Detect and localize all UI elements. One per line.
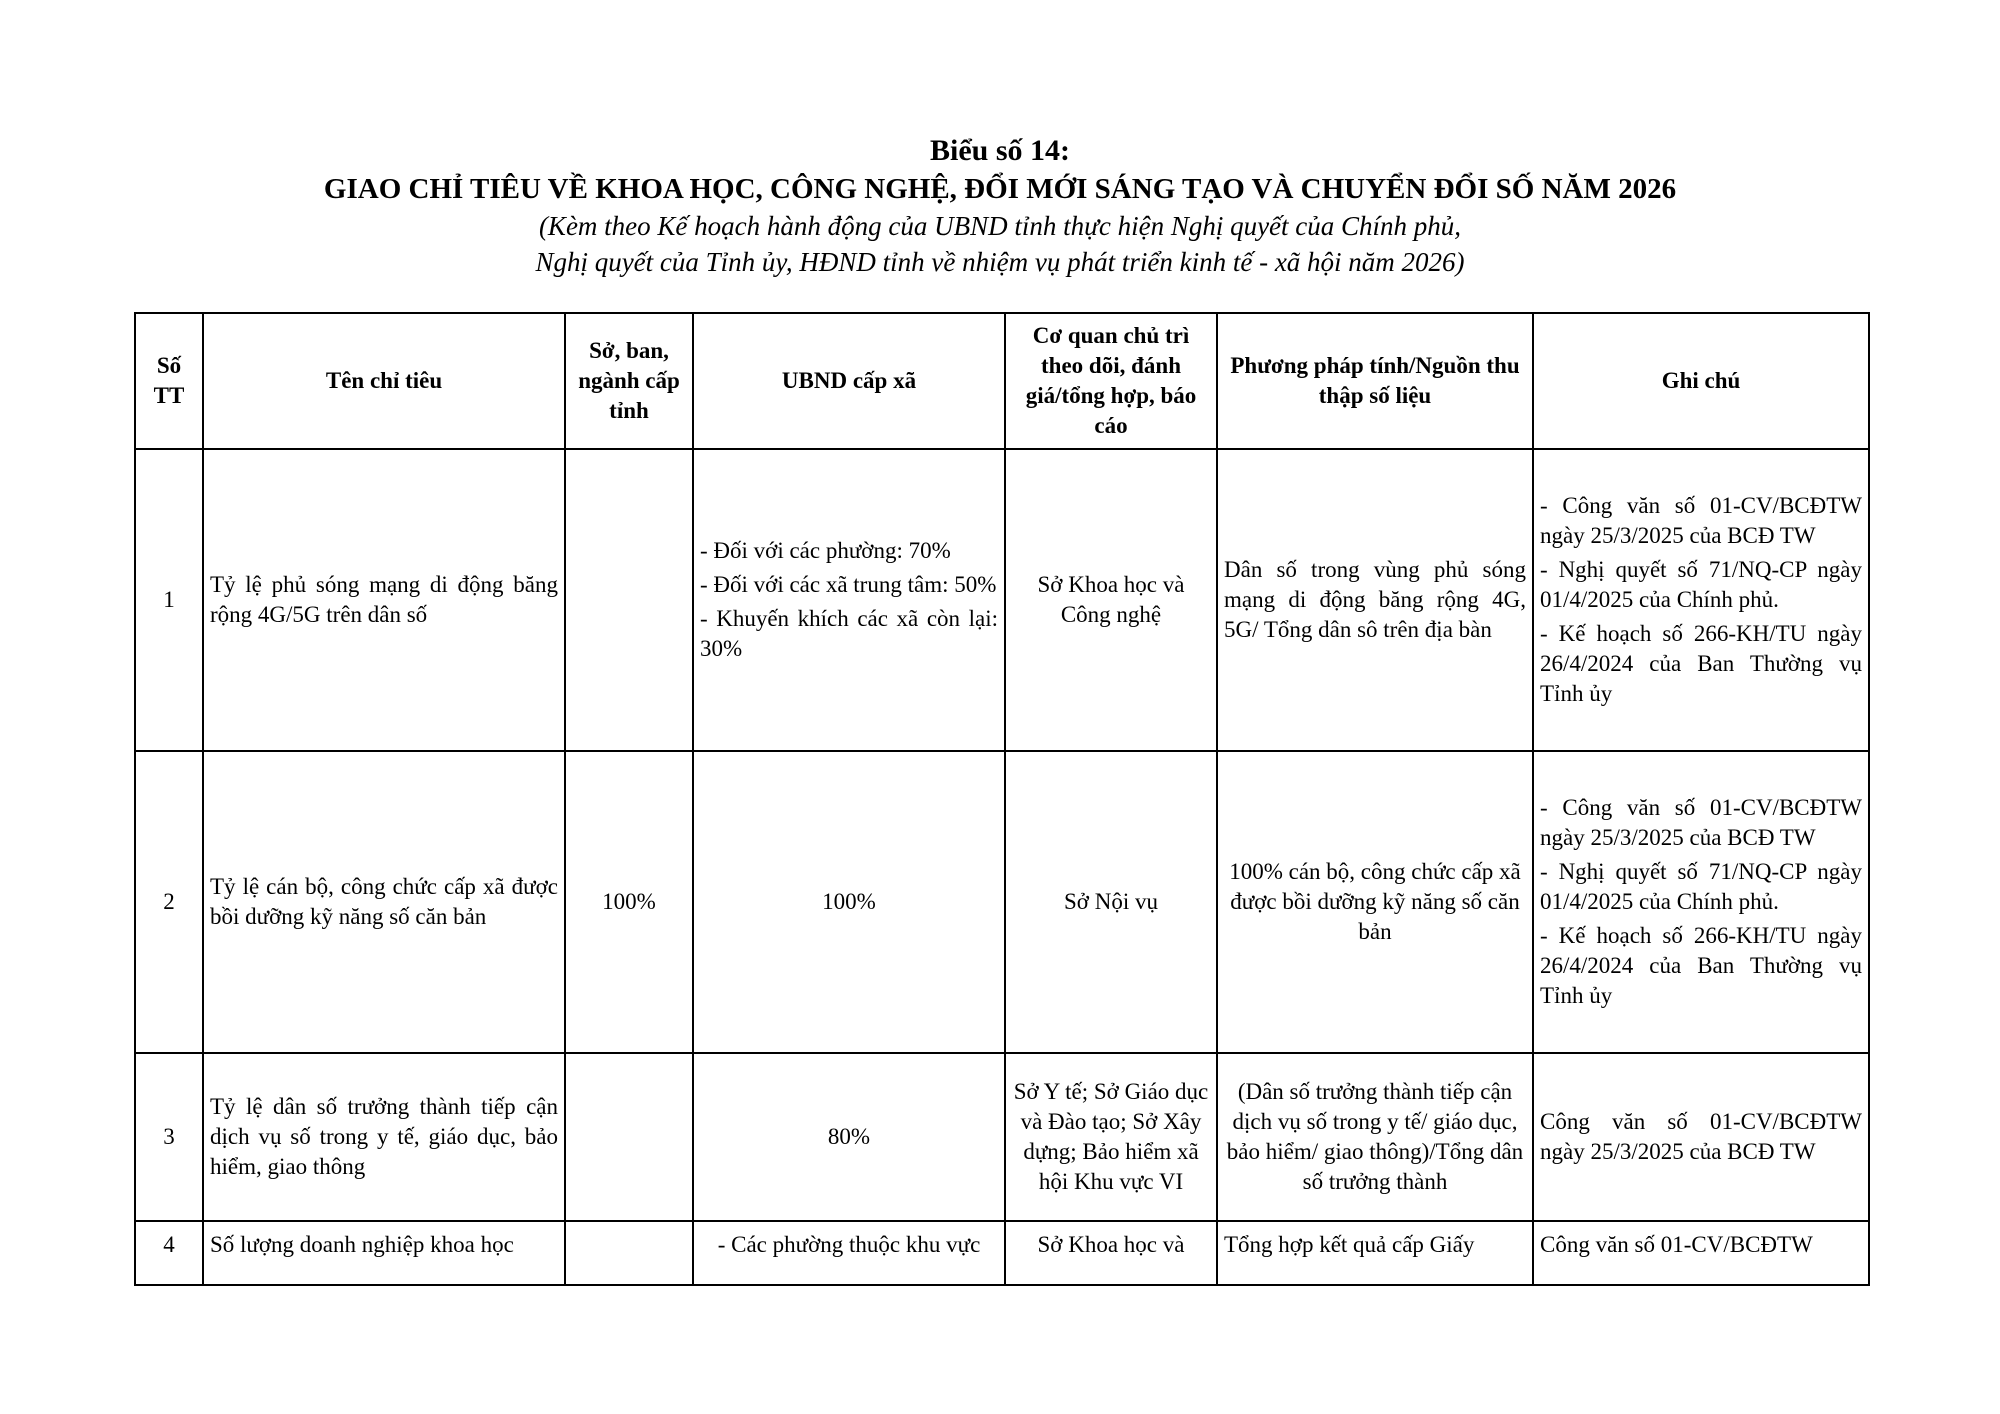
cell-dept: 100% xyxy=(565,751,693,1053)
cell-commune: 100% xyxy=(693,751,1005,1053)
cell-dept xyxy=(565,449,693,751)
commune-item: - Đối với các phường: 70% xyxy=(700,538,951,563)
cell-stt: 4 xyxy=(135,1221,203,1285)
cell-commune: 80% xyxy=(693,1053,1005,1221)
subtitle-line-2: Nghị quyết của Tỉnh ủy, HĐND tỉnh về nhiệm vụ phát triển kinh tế - xã hội năm 2026) xyxy=(535,247,1465,277)
col-header-name: Tên chỉ tiêu xyxy=(203,313,565,449)
note-item: - Công văn số 01-CV/BCĐTW ngày 25/3/2025 của BCĐ TW xyxy=(1540,493,1862,548)
cell-note: Công văn số 01-CV/BCĐTW xyxy=(1533,1221,1869,1285)
form-number: Biểu số 14: xyxy=(929,134,1070,167)
col-header-agency: Cơ quan chủ trì theo dõi, đánh giá/tổng hợp, báo cáo xyxy=(1005,313,1217,449)
table-row xyxy=(135,1053,1869,1221)
table-row xyxy=(135,1221,1869,1285)
col-header-note: Ghi chú xyxy=(1533,313,1869,449)
indicator-table xyxy=(134,312,1870,1286)
cell-method: 100% cán bộ, công chức cấp xã được bồi dưỡng kỹ năng số căn bản xyxy=(1217,751,1533,1053)
document-header xyxy=(0,132,2000,280)
note-item: - Công văn số 01-CV/BCĐTW ngày 25/3/2025 của BCĐ TW xyxy=(1540,795,1862,850)
cell-agency: Sở Y tế; Sở Giáo dục và Đào tạo; Sở Xây dựng; Bảo hiểm xã hội Khu vực VI xyxy=(1005,1053,1217,1221)
note-item: - Nghị quyết số 71/NQ-CP ngày 01/4/2025 của Chính phủ. xyxy=(1540,557,1862,612)
table-row xyxy=(135,751,1869,1053)
col-header-method: Phương pháp tính/Nguồn thu thập số liệu xyxy=(1217,313,1533,449)
cell-name: Tỷ lệ phủ sóng mạng di động băng rộng 4G/5G trên dân số xyxy=(203,449,565,751)
cell-agency: Sở Khoa học và Công nghệ xyxy=(1005,449,1217,751)
cell-name: Tỷ lệ dân số trưởng thành tiếp cận dịch vụ số trong y tế, giáo dục, bảo hiểm, giao thông xyxy=(203,1053,565,1221)
cell-dept xyxy=(565,1221,693,1285)
cell-commune: - Các phường thuộc khu vực xyxy=(693,1221,1005,1285)
col-header-stt: Số TT xyxy=(135,313,203,449)
subtitle-line-1: (Kèm theo Kế hoạch hành động của UBND tỉnh thực hiện Nghị quyết của Chính phủ, xyxy=(538,211,1462,241)
cell-name: Tỷ lệ cán bộ, công chức cấp xã được bồi dưỡng kỹ năng số căn bản xyxy=(203,751,565,1053)
table-header-row xyxy=(135,313,1869,449)
cell-agency: Sở Khoa học và xyxy=(1005,1221,1217,1285)
cell-stt: 3 xyxy=(135,1053,203,1221)
cell-stt: 2 xyxy=(135,751,203,1053)
document-heading: GIAO CHỈ TIÊU VỀ KHOA HỌC, CÔNG NGHỆ, ĐỔI MỚI SÁNG TẠO VÀ CHUYỂN ĐỔI SỐ NĂM 2026 xyxy=(323,173,1677,205)
cell-note xyxy=(1533,449,1869,751)
note-item: - Kế hoạch số 266-KH/TU ngày 26/4/2024 của Ban Thường vụ Tỉnh ủy xyxy=(1540,621,1862,706)
cell-dept xyxy=(565,1053,693,1221)
note-item: - Nghị quyết số 71/NQ-CP ngày 01/4/2025 của Chính phủ. xyxy=(1540,859,1862,914)
commune-item: - Đối với các xã trung tâm: 50% xyxy=(700,572,997,597)
cell-note xyxy=(1533,751,1869,1053)
note-item: - Kế hoạch số 266-KH/TU ngày 26/4/2024 của Ban Thường vụ Tỉnh ủy xyxy=(1540,923,1862,1008)
cell-commune xyxy=(693,449,1005,751)
col-header-commune: UBND cấp xã xyxy=(693,313,1005,449)
cell-method: (Dân số trưởng thành tiếp cận dịch vụ số trong y tế/ giáo dục, bảo hiểm/ giao thông)/Tổng dân số trưởng thành xyxy=(1217,1053,1533,1221)
cell-name: Số lượng doanh nghiệp khoa học xyxy=(203,1221,565,1285)
table-row xyxy=(135,449,1869,751)
cell-stt: 1 xyxy=(135,449,203,751)
cell-agency: Sở Nội vụ xyxy=(1005,751,1217,1053)
cell-method: Tổng hợp kết quả cấp Giấy xyxy=(1217,1221,1533,1285)
cell-method: Dân số trong vùng phủ sóng mạng di động băng rộng 4G, 5G/ Tổng dân sô trên địa bàn xyxy=(1217,449,1533,751)
commune-item: - Khuyến khích các xã còn lại: 30% xyxy=(700,606,998,661)
col-header-dept: Sở, ban, ngành cấp tỉnh xyxy=(565,313,693,449)
cell-note: Công văn số 01-CV/BCĐTW ngày 25/3/2025 của BCĐ TW xyxy=(1533,1053,1869,1221)
